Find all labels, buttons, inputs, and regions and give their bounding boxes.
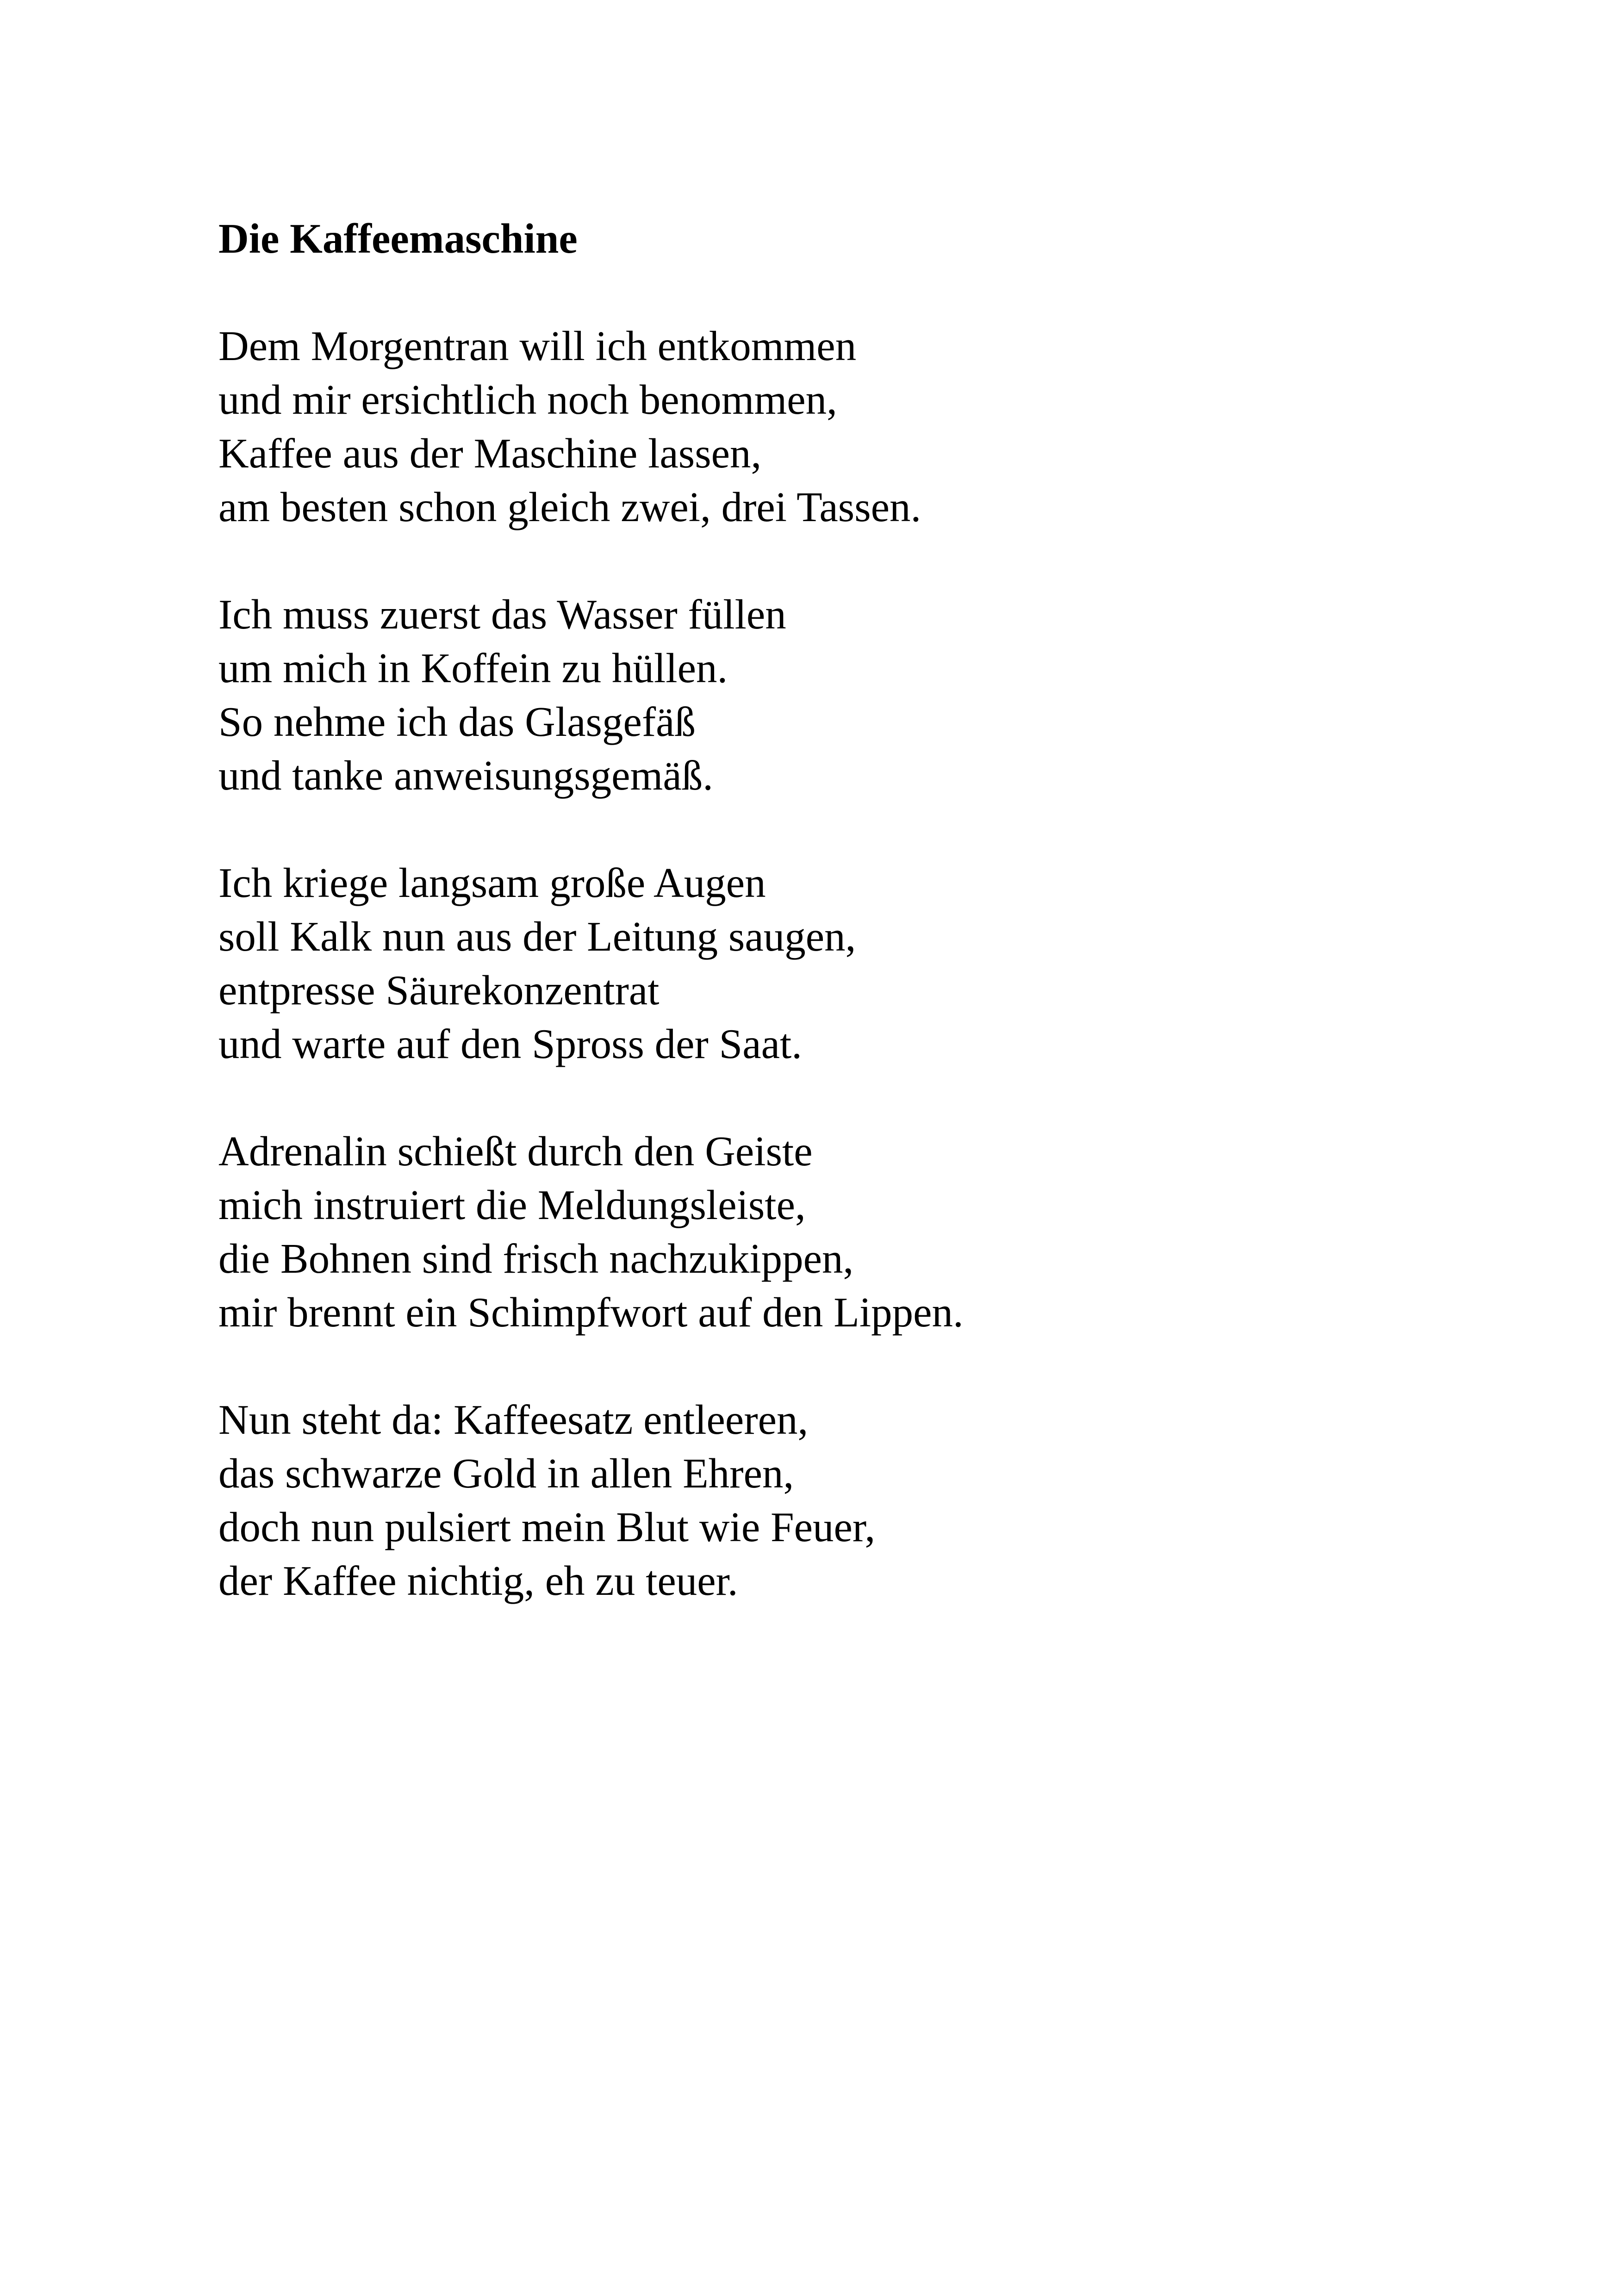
stanza-1 (218, 319, 1422, 534)
poem-line: Nun steht da: Kaffeesatz entleeren, (218, 1396, 809, 1443)
poem-line: Dem Morgentran will ich entkommen (218, 323, 857, 369)
poem-line: und tanke anweisungsgemäß. (218, 752, 713, 799)
poem (218, 212, 1422, 1661)
poem-line: die Bohnen sind frisch nachzukippen, (218, 1235, 854, 1282)
poem-line: und warte auf den Spross der Saat. (218, 1020, 803, 1067)
stanza-5 (218, 1393, 1422, 1608)
poem-line: der Kaffee nichtig, eh zu teuer. (218, 1557, 738, 1604)
poem-line: Ich muss zuerst das Wasser füllen (218, 591, 786, 638)
poem-line: entpresse Säurekonzentrat (218, 967, 660, 1014)
poem-body (218, 319, 1422, 1608)
poem-line: das schwarze Gold in allen Ehren, (218, 1450, 794, 1497)
stanza-2 (218, 588, 1422, 803)
poem-line: Ich kriege langsam große Augen (218, 859, 766, 906)
poem-line: soll Kalk nun aus der Leitung saugen, (218, 913, 856, 960)
stanza-3 (218, 856, 1422, 1071)
poem-title: Die Kaffeemaschine (218, 215, 578, 262)
poem-line: am besten schon gleich zwei, drei Tassen. (218, 484, 921, 530)
poem-line: Adrenalin schießt durch den Geiste (218, 1128, 813, 1175)
poem-line: So nehme ich das Glasgefäß (218, 698, 696, 745)
poem-line: mir brennt ein Schimpfwort auf den Lippen. (218, 1289, 964, 1336)
poem-line: um mich in Koffein zu hüllen. (218, 645, 728, 691)
stanza-4 (218, 1125, 1422, 1339)
poem-line: mich instruiert die Meldungsleiste, (218, 1182, 806, 1228)
poem-line: doch nun pulsiert mein Blut wie Feuer, (218, 1504, 876, 1550)
poem-line: und mir ersichtlich noch benommen, (218, 376, 837, 423)
poem-line: Kaffee aus der Maschine lassen, (218, 430, 762, 477)
